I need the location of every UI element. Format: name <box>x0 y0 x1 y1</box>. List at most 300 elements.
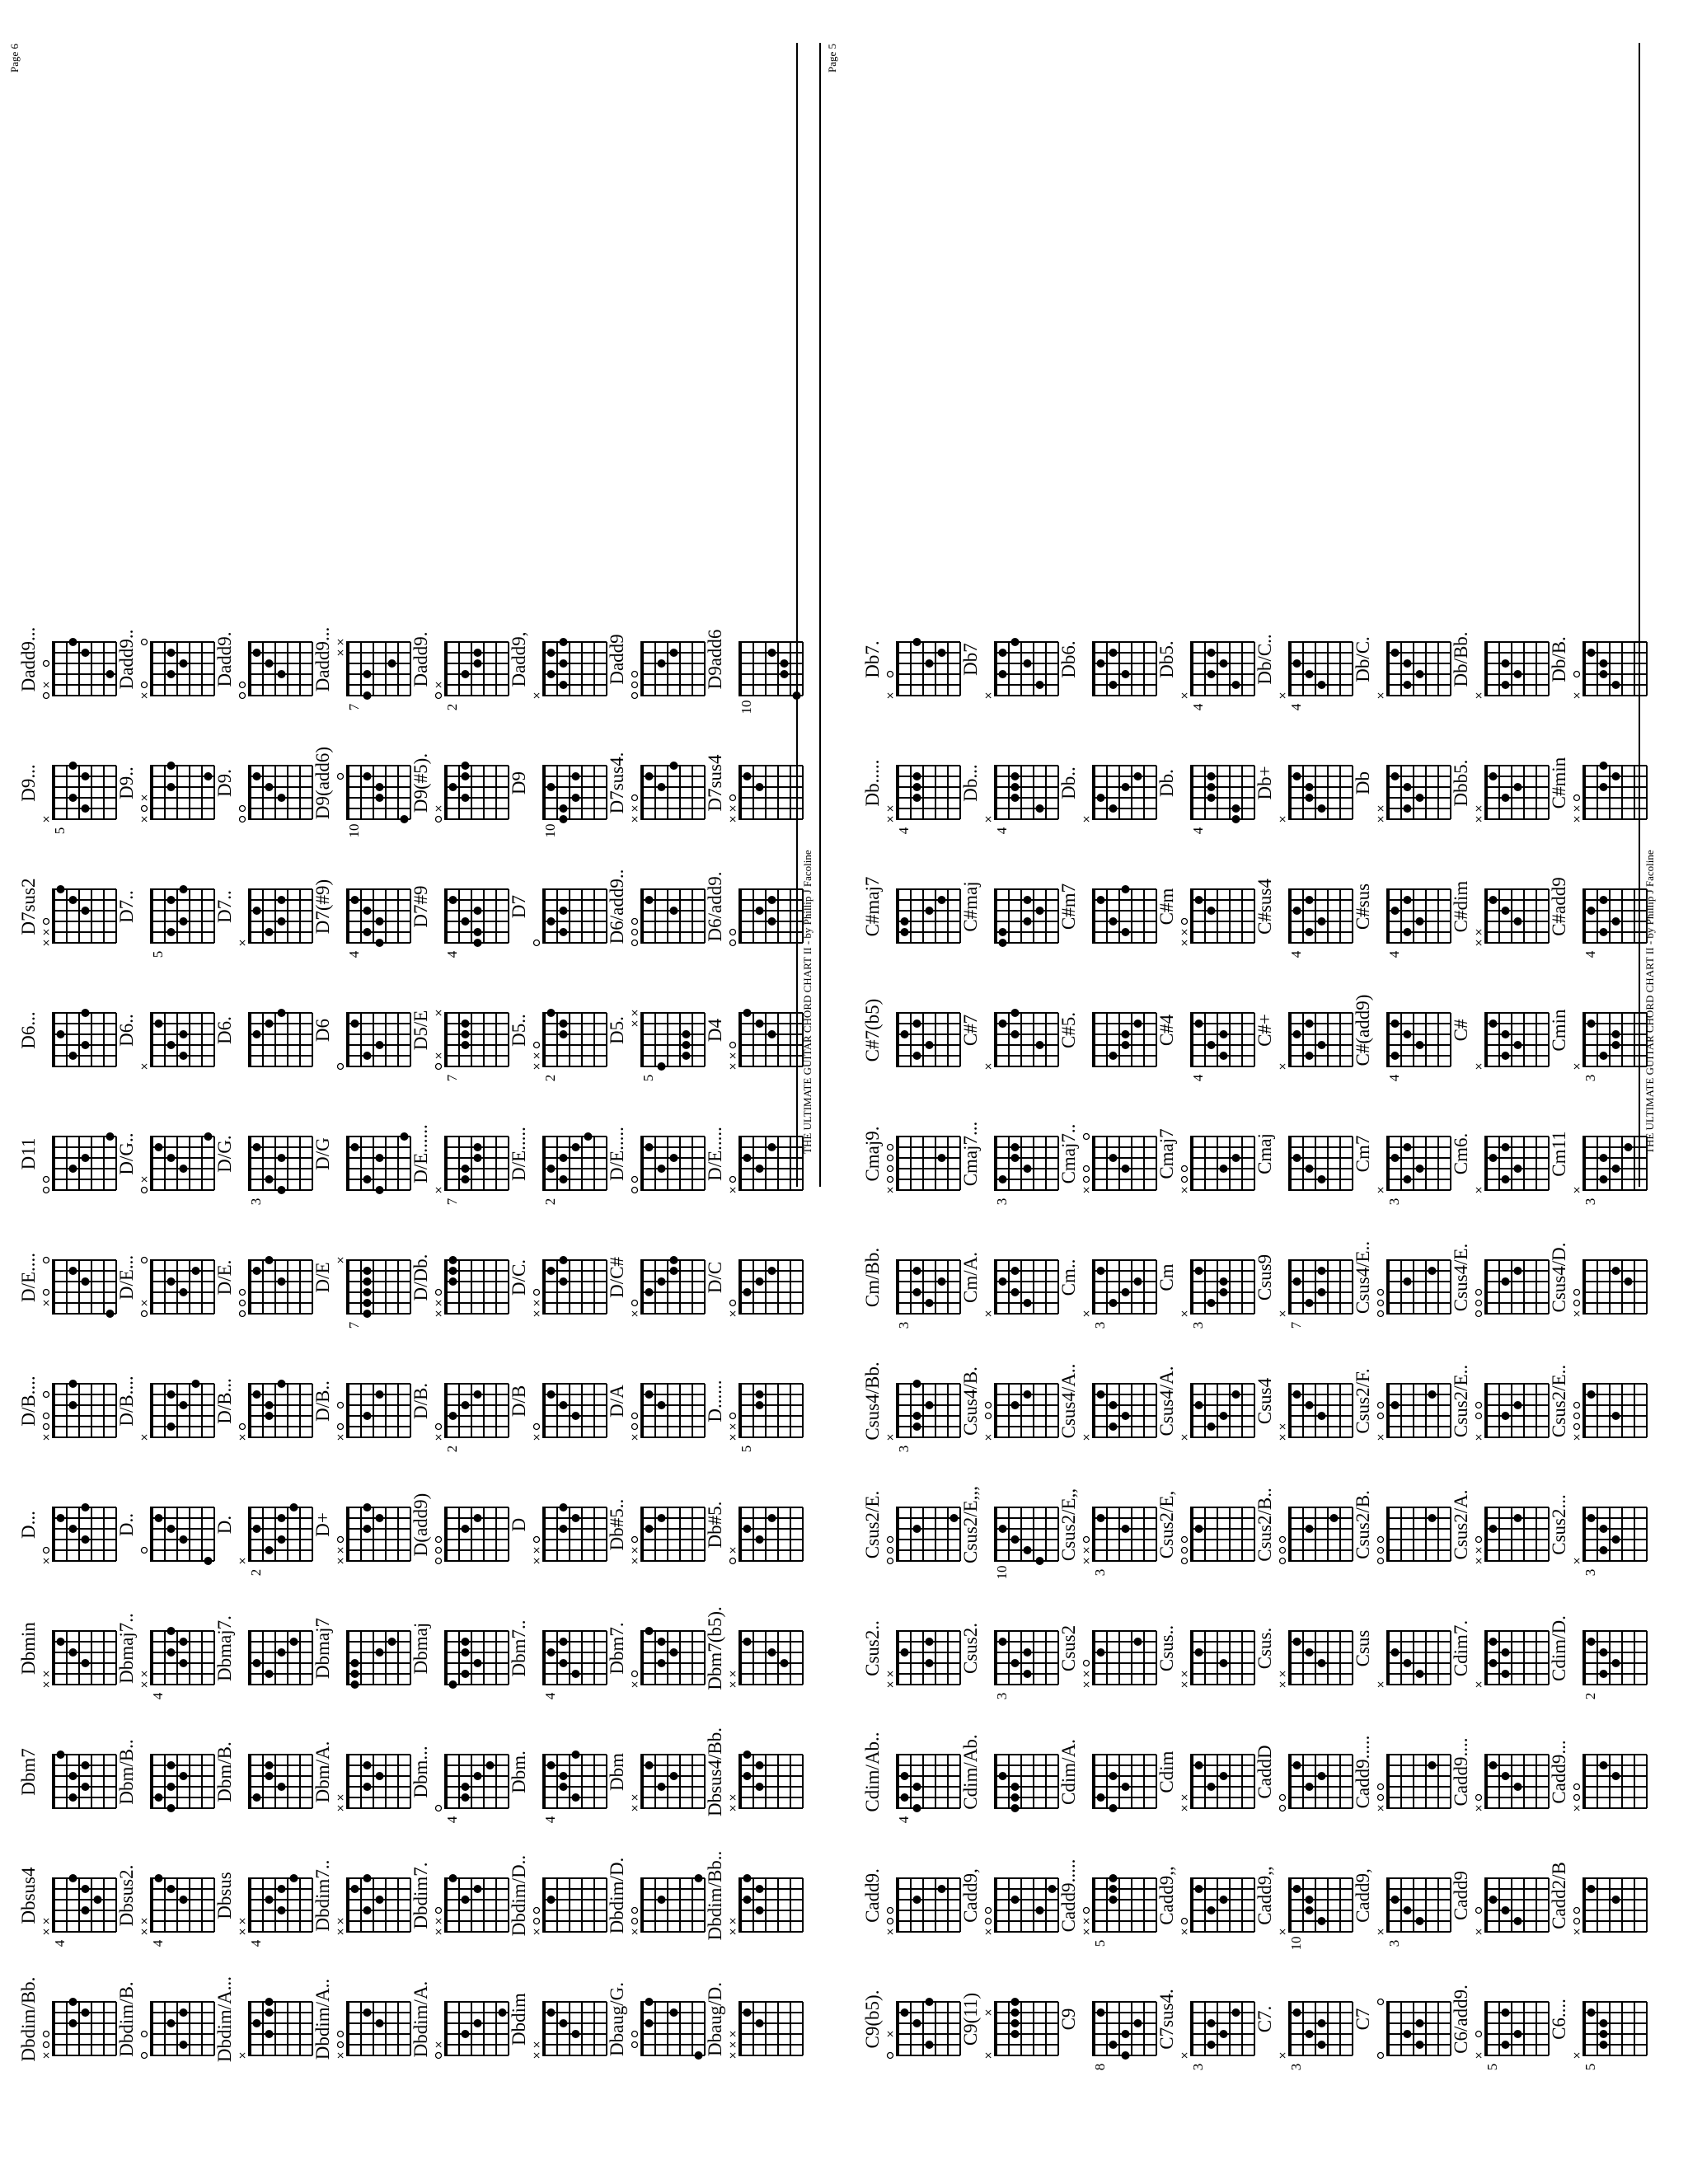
muted-string-marker: × <box>1571 1556 1582 1566</box>
nut <box>150 1136 153 1191</box>
chord-diagram-card <box>18 972 125 1088</box>
finger-dot <box>1416 1165 1424 1173</box>
finger-dot <box>1122 1525 1130 1533</box>
finger-dot <box>474 1154 482 1162</box>
finger-dot <box>1502 1030 1510 1038</box>
finger-dot <box>1011 1154 1020 1162</box>
finger-dot <box>938 649 946 657</box>
fretboard-diagram <box>528 1483 614 1582</box>
fretboard-diagram <box>234 865 320 964</box>
chord-name: C# <box>1451 1019 1471 1042</box>
muted-string-marker: × <box>1375 1927 1386 1937</box>
finger-dot <box>192 1380 200 1388</box>
open-string-marker <box>1182 1166 1188 1172</box>
finger-dot <box>1220 2030 1228 2038</box>
finger-dot <box>1097 1267 1105 1275</box>
finger-dot <box>1109 1401 1118 1409</box>
finger-dot <box>1134 772 1142 780</box>
fretboard-diagram <box>1568 1854 1654 1953</box>
finger-dot <box>1600 896 1608 904</box>
chord-diagram-card <box>705 1467 812 1582</box>
nut <box>52 1877 55 1933</box>
finger-dot <box>1391 907 1400 915</box>
open-string-marker <box>1280 1806 1286 1811</box>
chord-diagram-card <box>1451 1220 1558 1335</box>
chord-name: Db5. <box>1156 640 1177 678</box>
finger-dot <box>1489 1154 1498 1162</box>
muted-string-marker: × <box>1179 1793 1190 1802</box>
chord-diagram-card <box>607 1343 714 1459</box>
chord-name: Dadd9. <box>410 631 431 687</box>
fretboard-diagram <box>980 989 1066 1088</box>
open-string-marker <box>534 1043 540 1048</box>
finger-dot <box>1293 1277 1301 1286</box>
nut <box>1092 1012 1095 1067</box>
finger-dot <box>376 1772 384 1780</box>
finger-dot <box>768 1030 776 1038</box>
muted-string-marker: × <box>531 1432 542 1442</box>
fretboard-diagram <box>1078 1360 1164 1459</box>
chord-name: C9(b5). <box>862 1990 883 2049</box>
fretboard-diagram <box>1470 1731 1556 1830</box>
finger-dot <box>1600 1546 1608 1554</box>
finger-dot <box>1220 1030 1228 1038</box>
finger-dot <box>1391 649 1400 657</box>
chord-name: Db... <box>960 764 981 802</box>
finger-dot <box>1502 659 1510 668</box>
chord-name: Csus2/E.. <box>1451 1364 1471 1438</box>
finger-dot <box>486 1761 495 1769</box>
finger-dot <box>913 1783 921 1791</box>
finger-dot <box>1195 1267 1203 1275</box>
finger-dot <box>82 1783 90 1791</box>
finger-dot <box>1011 1783 1020 1791</box>
nut <box>1190 1754 1193 1809</box>
open-string-marker <box>534 940 540 946</box>
fretboard-diagram <box>724 1731 810 1830</box>
finger-dot <box>69 1401 77 1409</box>
finger-dot <box>999 1638 1007 1646</box>
finger-dot <box>756 1277 764 1286</box>
chord-name: Cm11 <box>1549 1131 1569 1177</box>
chord-name: Db..... <box>862 759 883 807</box>
fretboard-diagram <box>38 1360 124 1459</box>
finger-dot <box>999 649 1007 657</box>
chord-name: D7sus2 <box>18 878 39 935</box>
finger-dot <box>265 1761 274 1769</box>
nut <box>896 1754 899 1809</box>
finger-dot <box>950 1514 959 1522</box>
finger-dot <box>265 1412 274 1420</box>
chord-name: D6.. <box>116 1014 137 1047</box>
finger-dot <box>999 928 1007 936</box>
chord-name: Dbdim/A.. <box>312 1978 333 2060</box>
chord-name: D6/add9.. <box>607 869 627 944</box>
muted-string-marker: × <box>1473 1062 1484 1071</box>
chord-name: Csus2/A. <box>1451 1489 1471 1560</box>
chord-diagram-card <box>1353 602 1460 717</box>
fretboard-diagram <box>1176 1113 1262 1212</box>
open-string-marker <box>888 1177 893 1183</box>
chord-diagram-card <box>312 725 420 841</box>
chord-diagram-card <box>116 1714 223 1830</box>
nut <box>1092 641 1095 696</box>
fretboard-diagram <box>980 1607 1066 1706</box>
chord-name: Cmaj7.. <box>1058 1123 1079 1184</box>
nut <box>248 888 251 944</box>
muted-string-marker: × <box>1571 804 1582 813</box>
nut <box>1484 1012 1488 1067</box>
finger-dot <box>462 1896 470 1904</box>
finger-dot <box>1011 2008 1020 2017</box>
chord-name: Cadd2/B <box>1549 1862 1569 1929</box>
chord-name: C#+ <box>1254 1014 1275 1047</box>
muted-string-marker: × <box>884 804 896 813</box>
chord-name: Db#5.. <box>607 1498 627 1551</box>
nut <box>248 1136 251 1191</box>
finger-dot <box>1024 1390 1032 1399</box>
finger-dot <box>1293 772 1301 780</box>
chord-diagram-card <box>18 1714 125 1830</box>
finger-dot <box>180 1772 188 1780</box>
finger-dot <box>547 783 556 791</box>
finger-dot <box>1416 1670 1424 1678</box>
fretboard-diagram <box>332 1113 418 1212</box>
finger-dot <box>1416 1041 1424 1049</box>
fret-position-number: 4 <box>150 1692 166 1700</box>
fret-position-number: 3 <box>1190 2063 1206 2071</box>
finger-dot <box>1404 1030 1412 1038</box>
finger-dot <box>560 1783 568 1791</box>
muted-string-marker: × <box>433 2040 444 2050</box>
finger-dot <box>278 1186 286 1194</box>
finger-dot <box>913 1019 921 1028</box>
chord-diagram-card <box>862 972 969 1088</box>
finger-dot <box>155 1143 163 1151</box>
fretboard-diagram <box>1372 865 1458 964</box>
nut <box>1484 1507 1488 1562</box>
finger-dot <box>82 804 90 813</box>
fretboard-diagram <box>234 1978 320 2077</box>
chord-name: Db#5. <box>705 1501 725 1549</box>
chord-diagram-card <box>960 602 1067 717</box>
muted-string-marker: × <box>335 1556 346 1566</box>
finger-dot <box>1293 1030 1301 1038</box>
finger-dot <box>743 1638 752 1646</box>
finger-dot <box>69 762 77 770</box>
finger-dot <box>351 1019 359 1028</box>
fretboard-diagram <box>38 1607 124 1706</box>
open-string-marker <box>436 693 442 699</box>
chord-diagram-card <box>410 1714 518 1830</box>
chord-name: Db7. <box>862 640 883 678</box>
open-string-marker <box>730 1043 736 1048</box>
fretboard-diagram <box>724 1236 810 1335</box>
muted-string-marker: × <box>1473 1556 1484 1566</box>
finger-dot <box>926 659 934 668</box>
finger-dot <box>999 1772 1007 1780</box>
nut <box>1092 888 1095 944</box>
nut <box>346 1383 349 1438</box>
muted-string-marker: × <box>138 793 150 803</box>
finger-dot <box>462 1783 470 1791</box>
nut <box>640 1877 644 1933</box>
fret-position-number: 4 <box>542 1816 558 1824</box>
muted-string-marker: × <box>1277 1309 1288 1319</box>
nut <box>444 1754 448 1809</box>
open-string-marker <box>730 1558 736 1564</box>
chord-name: Csus2/E, <box>1156 1490 1177 1559</box>
muted-string-marker: × <box>1179 1309 1190 1319</box>
muted-string-marker: × <box>433 804 444 813</box>
muted-string-marker: × <box>433 680 444 690</box>
nut <box>1582 765 1586 820</box>
finger-dot <box>756 1885 764 1893</box>
chord-diagram-card <box>1254 1343 1362 1459</box>
open-string-marker <box>534 1290 540 1296</box>
finger-dot <box>167 649 176 657</box>
chord-name: Cadd9. <box>862 1868 883 1923</box>
nut <box>1386 765 1390 820</box>
chord-name: D6... <box>18 1011 39 1049</box>
finger-dot <box>1612 1165 1620 1173</box>
nut <box>542 1754 546 1809</box>
chord-name: C#dim <box>1451 880 1471 933</box>
chord-diagram-card <box>960 1714 1067 1830</box>
muted-string-marker: × <box>1473 1545 1484 1555</box>
fret-position-number: 4 <box>444 1816 460 1824</box>
chord-diagram-card <box>509 725 616 841</box>
chord-diagram-card <box>705 1343 812 1459</box>
finger-dot <box>901 1648 909 1657</box>
chord-diagram-card <box>312 1220 420 1335</box>
nut <box>738 1507 742 1562</box>
nut <box>1092 765 1095 820</box>
muted-string-marker: × <box>1081 1309 1092 1319</box>
open-string-marker <box>44 1548 49 1554</box>
finger-dot <box>155 1874 163 1882</box>
muted-string-marker: × <box>1375 1432 1386 1442</box>
finger-dot <box>1097 1390 1105 1399</box>
chord-name: Csus2/B. <box>1353 1490 1373 1559</box>
chord-diagram-card <box>607 725 714 841</box>
finger-dot <box>913 783 921 791</box>
finger-dot <box>572 1670 580 1678</box>
nut <box>1288 1012 1292 1067</box>
chord-diagram-card <box>1156 849 1264 964</box>
finger-dot <box>278 1380 286 1388</box>
chord-name: D7 <box>509 894 529 919</box>
finger-dot <box>1207 794 1216 802</box>
fretboard-diagram <box>626 1236 712 1335</box>
finger-dot <box>363 691 372 700</box>
chord-name: Dbm... <box>410 1746 431 1798</box>
chord-name: D/E. <box>214 1259 235 1296</box>
open-string-marker <box>632 919 638 925</box>
muted-string-marker: × <box>1081 1669 1092 1679</box>
finger-dot <box>658 1659 666 1667</box>
muted-string-marker: × <box>1473 2050 1484 2060</box>
fretboard-diagram <box>234 1360 320 1459</box>
chord-name: Cmaj7... <box>960 1121 981 1187</box>
finger-dot <box>265 1772 274 1780</box>
nut <box>1582 2001 1586 2056</box>
muted-string-marker: × <box>629 1556 640 1566</box>
open-string-marker <box>888 2053 893 2059</box>
finger-dot <box>1502 1052 1510 1060</box>
muted-string-marker: × <box>531 1051 542 1061</box>
fretboard-diagram <box>1274 865 1360 964</box>
open-string-marker <box>888 1558 893 1564</box>
finger-dot <box>474 1772 482 1780</box>
finger-dot <box>278 1535 286 1544</box>
chord-name: Dbaug/G. <box>607 1981 627 2057</box>
nut <box>640 1754 644 1809</box>
finger-dot <box>999 1175 1007 1183</box>
fretboard-diagram <box>38 1113 124 1212</box>
chord-diagram-card <box>1254 972 1362 1088</box>
finger-dot <box>1109 1896 1118 1904</box>
finger-dot <box>180 1638 188 1646</box>
chord-diagram-card <box>18 1591 125 1706</box>
fret-position-number: 3 <box>1386 1939 1402 1947</box>
fretboard-diagram <box>882 865 968 964</box>
open-string-marker <box>436 817 442 823</box>
muted-string-marker: × <box>1571 1309 1582 1319</box>
finger-dot <box>462 1019 470 1028</box>
finger-dot <box>167 1390 176 1399</box>
nut <box>1288 1754 1292 1809</box>
chord-diagram-card <box>960 972 1067 1088</box>
finger-dot <box>926 1299 934 1307</box>
fretboard-diagram <box>1078 865 1164 964</box>
fretboard-diagram <box>136 1854 222 1953</box>
muted-string-marker: × <box>629 1680 640 1690</box>
open-string-marker <box>1378 1413 1384 1419</box>
finger-dot <box>82 1535 90 1544</box>
chord-name: Csus2/E.. <box>1549 1364 1569 1438</box>
muted-string-marker: × <box>727 804 738 813</box>
finger-dot <box>180 2041 188 2049</box>
fretboard-diagram <box>626 1978 712 2077</box>
finger-dot <box>167 1885 176 1893</box>
finger-dot <box>94 1896 102 1904</box>
open-string-marker <box>1378 1290 1384 1296</box>
fretboard-diagram <box>1274 618 1360 717</box>
finger-dot <box>1428 1514 1437 1522</box>
chord-diagram-card <box>18 1343 125 1459</box>
finger-dot <box>645 896 654 904</box>
finger-dot <box>253 2019 261 2027</box>
finger-dot <box>695 1874 703 1882</box>
finger-dot <box>756 1165 764 1173</box>
nut <box>1190 1383 1193 1438</box>
open-string-marker <box>1378 1537 1384 1543</box>
fretboard-diagram <box>1176 1236 1262 1335</box>
finger-dot <box>913 772 921 780</box>
muted-string-marker: × <box>727 1803 738 1813</box>
fretboard-diagram <box>1470 865 1556 964</box>
finger-dot <box>449 783 457 791</box>
chord-name: Cadd9, <box>960 1868 981 1923</box>
chord-diagram-card <box>607 602 714 717</box>
finger-dot <box>1318 1288 1326 1296</box>
finger-dot <box>363 1525 372 1533</box>
finger-dot <box>1122 2051 1130 2060</box>
finger-dot <box>560 1019 568 1028</box>
nut <box>542 1383 546 1438</box>
finger-dot <box>547 1009 556 1017</box>
finger-dot <box>743 2008 752 2017</box>
finger-dot <box>1207 772 1216 780</box>
muted-string-marker: × <box>1081 1927 1092 1937</box>
finger-dot <box>547 1648 556 1657</box>
open-string-marker <box>142 1258 148 1263</box>
chord-name: C7sus4. <box>1156 1989 1177 2050</box>
finger-dot <box>1207 670 1216 678</box>
chord-name: D/E..... <box>607 1127 627 1181</box>
open-string-marker <box>534 1537 540 1543</box>
muted-string-marker: × <box>982 814 994 824</box>
finger-dot <box>204 1557 213 1565</box>
chord-diagram-card <box>1549 1591 1656 1706</box>
nut <box>1484 1754 1488 1809</box>
nut <box>346 1012 349 1067</box>
fretboard-diagram <box>528 742 614 841</box>
chord-name: D9(add6) <box>312 746 333 820</box>
chord-name: Csus4/E. <box>1451 1243 1471 1312</box>
finger-dot <box>1195 1019 1203 1028</box>
finger-dot <box>1318 1041 1326 1049</box>
finger-dot <box>1306 1165 1314 1173</box>
fret-position-number: 4 <box>896 827 912 835</box>
chord-diagram-card <box>960 849 1067 964</box>
finger-dot <box>351 896 359 904</box>
open-string-marker <box>142 682 148 688</box>
chord-diagram-card <box>1451 1838 1558 1953</box>
finger-dot <box>1036 681 1044 689</box>
fretboard-diagram <box>38 989 124 1088</box>
muted-string-marker: × <box>727 1916 738 1926</box>
fretboard-diagram <box>1470 1854 1556 1953</box>
finger-dot <box>1416 794 1424 802</box>
finger-dot <box>913 638 921 646</box>
finger-dot <box>1600 670 1608 678</box>
nut <box>1386 1630 1390 1685</box>
finger-dot <box>560 1638 568 1646</box>
muted-string-marker: × <box>433 1051 444 1061</box>
nut <box>542 641 546 696</box>
finger-dot <box>938 1277 946 1286</box>
finger-dot <box>474 1514 482 1522</box>
chord-name: Csus2/E,,, <box>960 1486 981 1563</box>
fret-position-number: 4 <box>1386 950 1402 958</box>
chord-name: Cadd9,, <box>1156 1866 1177 1925</box>
open-string-marker <box>1378 1795 1384 1801</box>
fretboard-diagram <box>1568 742 1654 841</box>
chord-diagram-card <box>18 849 125 964</box>
finger-dot <box>572 1412 580 1420</box>
open-string-marker <box>1476 1290 1482 1296</box>
finger-dot <box>1024 659 1032 668</box>
nut <box>640 1259 644 1315</box>
finger-dot <box>913 794 921 802</box>
finger-dot <box>658 1401 666 1409</box>
muted-string-marker: × <box>629 814 640 824</box>
finger-dot <box>1612 1535 1620 1544</box>
fretboard-diagram <box>136 742 222 841</box>
chord-name: Dadd9... <box>312 626 333 692</box>
